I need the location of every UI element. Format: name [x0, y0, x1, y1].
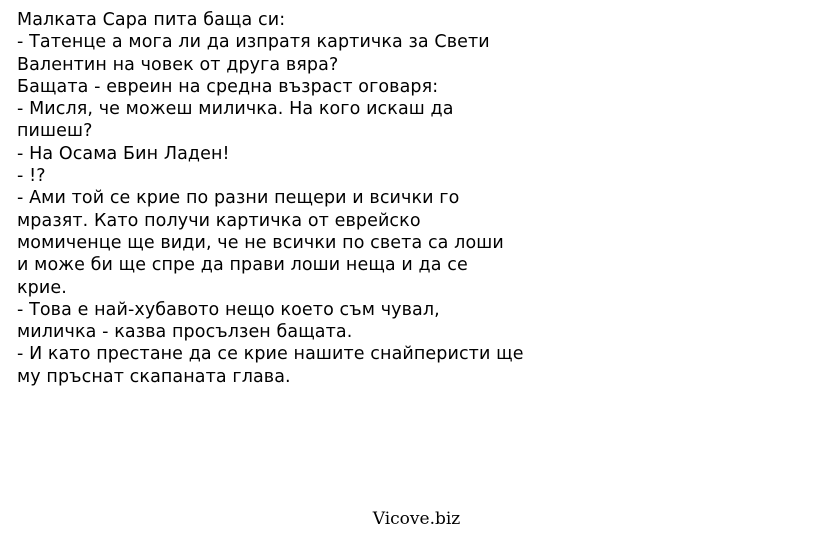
- joke-text: [17, 9, 817, 388]
- joke-line: мразят. Като получи картичка от еврейско: [17, 210, 421, 231]
- joke-line: крие.: [17, 277, 67, 298]
- joke-line: Малката Сара пита баща си:: [17, 10, 286, 30]
- joke-line: момиченце ще види, че не всички по света са лоши: [17, 232, 504, 253]
- joke-line: - Татенце а мога ли да изпратя картичка за Свети: [17, 32, 490, 53]
- joke-line: Бащата - евреин на средна възраст оговаря:: [17, 76, 439, 97]
- joke-line: му пръснат скапаната глава.: [17, 366, 291, 387]
- joke-line: - !?: [17, 166, 46, 187]
- joke-line: - Ами той се крие по разни пещери и всички го: [17, 188, 460, 209]
- joke-line: миличка - казва просълзен бащата.: [17, 322, 353, 343]
- joke-line: - Мисля, че можеш миличка. На кого искаш да: [17, 99, 454, 120]
- joke-line: - На Осама Бин Ладен!: [17, 143, 230, 164]
- joke-line: пишеш?: [17, 121, 93, 142]
- site-watermark: Vicove.biz: [372, 509, 461, 529]
- joke-line: и може би ще спре да прави лоши неща и да се: [17, 255, 468, 276]
- joke-line: - И като престане да се крие нашите снайперисти ще: [17, 344, 524, 365]
- joke-line: - Това е най-хубавото нещо което съм чувал,: [17, 299, 440, 320]
- joke-line: Валентин на човек от друга вяра?: [17, 54, 339, 75]
